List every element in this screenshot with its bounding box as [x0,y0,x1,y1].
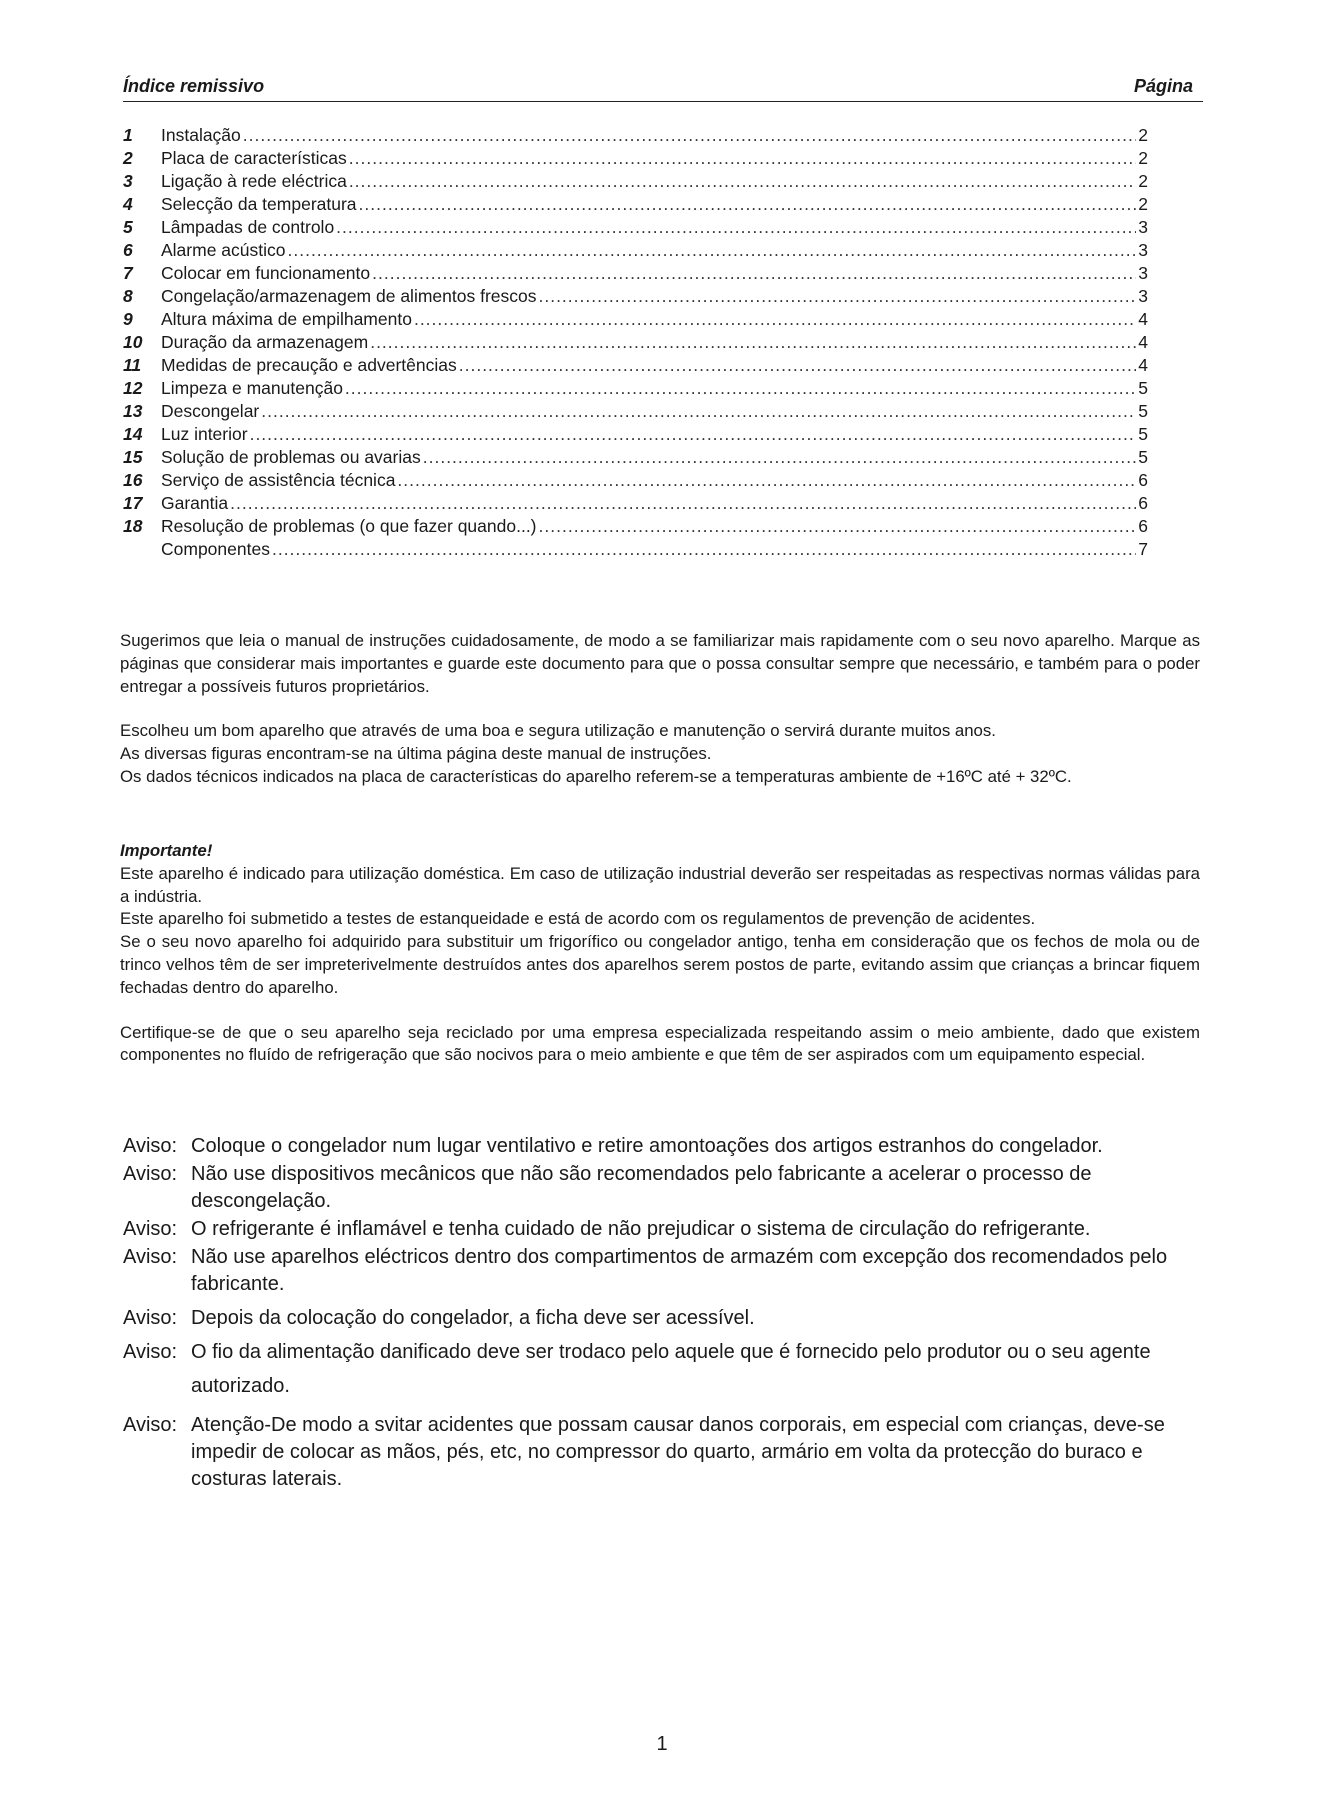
toc-entry-title: Medidas de precaução e advertências [161,355,457,375]
toc-entry-title: Selecção da temperatura [161,194,357,214]
warning-item [123,1305,1218,1332]
warning-item [123,1339,1218,1403]
warning-item [123,1216,1218,1243]
toc-entry-number: 1 [123,125,133,145]
toc-entry-page: 7 [1138,539,1148,559]
toc-entry [123,124,1148,147]
warning-label: Aviso: [123,1135,178,1157]
toc-entry-number: 3 [123,171,133,191]
toc-entry [123,515,1148,538]
toc-entry-title: Lâmpadas de controlo [161,217,335,237]
toc-entry-page: 5 [1138,447,1148,467]
warning-label: Aviso: [123,1307,178,1329]
toc-entry-number: 8 [123,286,133,306]
toc-entry [123,423,1148,446]
toc-entry [123,538,1148,561]
toc-dot-leader [272,538,1136,561]
toc-entry [123,446,1148,469]
toc-entry [123,377,1148,400]
toc-entry-page: 5 [1138,424,1148,444]
toc-entry-number: 14 [123,424,143,444]
toc-entry [123,285,1148,308]
toc-entry-title: Duração da armazenagem [161,332,369,352]
toc-dot-leader [349,147,1136,170]
toc-entry-title: Solução de problemas ou avarias [161,447,421,467]
toc-entry-number: 16 [123,470,143,490]
toc-entry-page: 4 [1138,355,1148,375]
toc-dot-leader [336,216,1136,239]
toc-entry-number: 12 [123,378,143,398]
toc-entry-title: Resolução de problemas (o que fazer quando...) [161,516,537,536]
toc-entry [123,216,1148,239]
important-paragraph-1: Este aparelho é indicado para utilização doméstica. Em caso de utilização industrial deverão ser respeitadas as respectivas normas válidas para a indústria. [120,863,1200,906]
warning-label: Aviso: [123,1246,178,1268]
warning-label: Aviso: [123,1341,178,1363]
toc-dot-leader [345,377,1136,400]
intro-paragraph: Sugerimos que leia o manual de instruções cuidadosamente, de modo a se familiarizar mais rapidamente com o seu novo aparelho. Marque as páginas que considerar mais importantes e guarde este documento para que o possa consultar sempre que necessário, e também para o poder entregar a possíveis futuros proprietários. [120,631,1200,696]
warning-label: Aviso: [123,1218,178,1240]
toc-entry [123,308,1148,331]
toc-entry-title: Congelação/armazenagem de alimentos frescos [161,286,537,306]
toc-entry-title: Colocar em funcionamento [161,263,371,283]
toc-entry [123,239,1148,262]
warning-item [123,1161,1218,1215]
table-of-contents [123,124,1148,561]
toc-entry [123,400,1148,423]
warning-text: Depois da colocação do congelador, a ficha deve ser acessível. [191,1307,755,1329]
toc-entry-page: 6 [1138,470,1148,490]
warning-text: O fio da alimentação danificado deve ser trodaco pelo aquele que é fornecido pelo produtor ou o seu agente autorizado. [191,1341,1151,1397]
warning-item [123,1412,1218,1493]
toc-entry-page: 2 [1138,148,1148,168]
toc-entry-title: Placa de características [161,148,347,168]
toc-dot-leader [250,423,1137,446]
toc-dot-leader [397,469,1136,492]
warning-label: Aviso: [123,1414,178,1436]
toc-dot-leader [288,239,1137,262]
warning-text: Coloque o congelador num lugar ventilativo e retire amontoações dos artigos estranhos do congelador. [191,1135,1103,1157]
toc-entry-number: 15 [123,447,143,467]
toc-entry-number: 5 [123,217,133,237]
toc-dot-leader [414,308,1136,331]
toc-entry [123,469,1148,492]
toc-entry-title: Descongelar [161,401,260,421]
toc-entry-title: Garantia [161,493,229,513]
intro-line-3: Os dados técnicos indicados na placa de características do aparelho referem-se a temperaturas ambiente de +16ºC até + 32ºC. [120,766,1072,786]
warning-item [123,1133,1218,1160]
toc-entry-page: 6 [1138,516,1148,536]
toc-entry-title: Instalação [161,125,241,145]
toc-entry-title: Componentes [161,539,270,559]
toc-entry [123,331,1148,354]
toc-entry [123,193,1148,216]
toc-entry [123,354,1148,377]
toc-entry-title: Ligação à rede eléctrica [161,171,347,191]
warning-label: Aviso: [123,1163,178,1185]
toc-dot-leader [459,354,1137,377]
toc-dot-leader [261,400,1136,423]
warning-text: Não use aparelhos eléctricos dentro dos compartimentos de armazém com excepção dos recomendados pelo fabricante. [191,1246,1168,1295]
toc-entry [123,170,1148,193]
toc-entry-page: 2 [1138,194,1148,214]
index-header [123,76,1203,102]
recycling-paragraph: Certifique-se de que o seu aparelho seja reciclado por uma empresa especializada respeitando assim o meio ambiente, dado que existem componentes no fluído de refrigeração que são nocivos para o meio ambiente e que têm de ser aspirados com um equipamento especial. [120,1022,1200,1065]
toc-entry [123,492,1148,515]
toc-entry-title: Luz interior [161,424,248,444]
toc-entry-page: 3 [1138,263,1148,283]
toc-entry-title: Altura máxima de empilhamento [161,309,412,329]
warning-text: O refrigerante é inflamável e tenha cuidado de não prejudicar o sistema de circulação do refrigerante. [191,1218,1091,1240]
toc-entry-page: 3 [1138,240,1148,260]
toc-entry-page: 5 [1138,378,1148,398]
toc-entry-number: 6 [123,240,133,260]
toc-entry-number: 7 [123,263,133,283]
intro-line-1: Escolheu um bom aparelho que através de uma boa e segura utilização e manutenção o servirá durante muitos anos. [120,721,996,741]
toc-entry-page: 2 [1138,125,1148,145]
toc-entry-number: 4 [123,194,133,214]
toc-entry-number: 13 [123,401,143,421]
toc-entry-number: 9 [123,309,133,329]
toc-dot-leader [423,446,1137,469]
toc-entry-number: 10 [123,332,143,352]
important-section [120,840,1200,1067]
toc-dot-leader [539,515,1137,538]
page-number: 1 [656,1733,668,1755]
toc-entry-page: 2 [1138,171,1148,191]
toc-entry-page: 6 [1138,493,1148,513]
toc-entry-page: 4 [1138,309,1148,329]
toc-dot-leader [538,285,1136,308]
toc-entry-page: 3 [1138,217,1148,237]
toc-dot-leader [243,124,1136,147]
toc-entry-number: 18 [123,516,143,536]
important-heading: Importante! [120,841,213,860]
toc-entry-number: 17 [123,493,143,513]
toc-entry-page: 4 [1138,332,1148,352]
page-column-label: Página [1133,76,1193,96]
toc-dot-leader [370,331,1136,354]
toc-entry [123,147,1148,170]
toc-dot-leader [359,193,1137,216]
toc-entry-number: 11 [123,355,142,375]
toc-entry-number: 2 [123,148,133,168]
warning-text: Não use dispositivos mecânicos que não são recomendados pelo fabricante a acelerar o processo de descongelação. [191,1163,1092,1212]
toc-entry-page: 3 [1138,286,1148,306]
toc-entry-title: Limpeza e manutenção [161,378,343,398]
important-paragraph-2: Este aparelho foi submetido a testes de estanqueidade e está de acordo com os regulamentos de prevenção de acidentes. [120,909,1036,929]
warnings-list [123,1133,1218,1493]
warning-text: Atenção-De modo a svitar acidentes que possam causar danos corporais, em especial com crianças, deve-se impedir de colocar as mãos, pés, etc, no compressor do quarto, armário em volta da protecção do buraco e costuras laterais. [191,1414,1165,1490]
toc-dot-leader [349,170,1136,193]
important-paragraph-3: Se o seu novo aparelho foi adquirido para substituir um frigorífico ou congelador antigo, tenha em consideração que os fechos de mola ou de trinco velhos têm de ser impreterivelmente destruídos antes dos aparelhos serem postos de parte, evitando assim que crianças a brincar fiquem fechadas dentro do aparelho. [120,932,1200,997]
toc-entry-page: 5 [1138,401,1148,421]
toc-entry-title: Alarme acústico [161,240,286,260]
toc-dot-leader [372,262,1136,285]
intro-section [120,630,1200,789]
toc-dot-leader [230,492,1136,515]
index-title: Índice remissivo [123,76,265,96]
intro-line-2: As diversas figuras encontram-se na última página deste manual de instruções. [120,744,712,764]
toc-entry [123,262,1148,285]
toc-entry-title: Serviço de assistência técnica [161,470,396,490]
warning-item [123,1244,1218,1298]
